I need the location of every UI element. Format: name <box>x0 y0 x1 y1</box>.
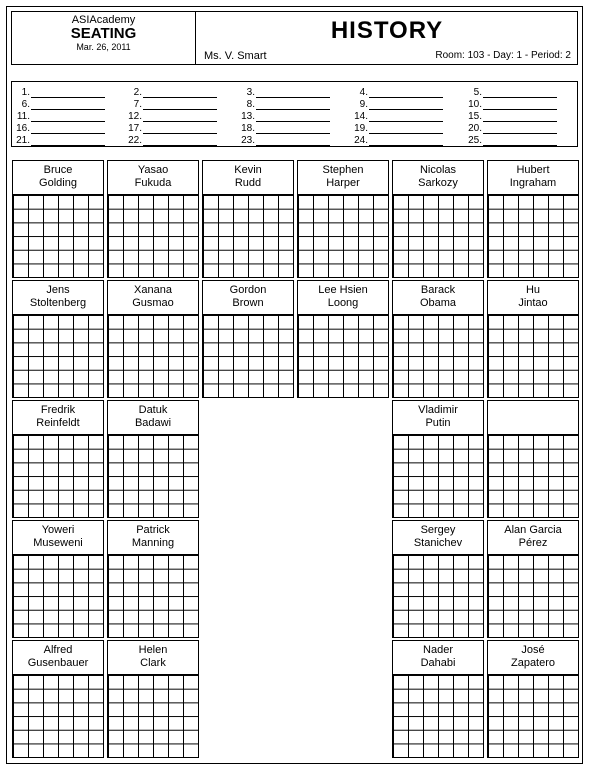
school-name: ASIAcademy <box>71 14 136 26</box>
student-first-name: Barack <box>420 284 456 296</box>
list-entry[interactable]: 8. <box>237 98 330 110</box>
list-entry[interactable]: 13. <box>237 110 330 122</box>
attendance-grid[interactable] <box>203 315 293 397</box>
student-first-name: Nicolas <box>419 164 457 176</box>
attendance-grid[interactable] <box>298 195 388 277</box>
seat-card[interactable] <box>107 520 199 638</box>
list-entry[interactable]: 19. <box>350 122 443 134</box>
list-entry[interactable]: 18. <box>237 122 330 134</box>
list-entry[interactable]: 24. <box>350 134 443 146</box>
student-first-name: Datuk <box>138 404 168 416</box>
student-first-name: Bruce <box>43 164 73 176</box>
student-last-name: Golding <box>39 177 77 189</box>
list-entry[interactable]: 4. <box>350 86 443 98</box>
student-last-name: Pérez <box>518 537 548 549</box>
student-last-name: Stoltenberg <box>29 297 87 309</box>
student-first-name: Alfred <box>43 644 73 656</box>
sheet-header <box>11 11 578 65</box>
seat-card[interactable] <box>487 280 579 398</box>
student-last-name: Stanichev <box>413 537 463 549</box>
student-last-name: Jintao <box>518 297 548 309</box>
attendance-grid[interactable] <box>488 435 578 517</box>
seat-card[interactable] <box>202 160 294 278</box>
student-first-name: Stephen <box>322 164 364 176</box>
attendance-grid[interactable] <box>488 195 578 277</box>
attendance-grid[interactable] <box>298 315 388 397</box>
student-last-name: Loong <box>327 297 359 309</box>
seat-card[interactable] <box>107 160 199 278</box>
seat-card[interactable] <box>487 160 579 278</box>
student-last-name: Putin <box>425 417 451 429</box>
teacher-name: Ms. V. Smart <box>204 50 267 62</box>
seat-card[interactable] <box>12 520 104 638</box>
student-first-name: José <box>521 644 545 656</box>
attendance-grid[interactable] <box>393 315 483 397</box>
attendance-grid[interactable] <box>393 555 483 637</box>
student-last-name: Zapatero <box>510 657 556 669</box>
attendance-grid[interactable] <box>13 555 103 637</box>
seat-card[interactable] <box>392 640 484 758</box>
student-last-name: Badawi <box>134 417 172 429</box>
seat-card[interactable] <box>107 640 199 758</box>
seat-card-empty[interactable] <box>487 400 579 518</box>
student-first-name: Vladimir <box>418 404 458 416</box>
student-first-name: Nader <box>423 644 453 656</box>
attendance-grid[interactable] <box>108 195 198 277</box>
list-entry[interactable]: 17. <box>124 122 217 134</box>
list-entry[interactable]: 14. <box>350 110 443 122</box>
attendance-grid[interactable] <box>393 195 483 277</box>
list-entry[interactable]: 6. <box>12 98 105 110</box>
attendance-grid[interactable] <box>488 555 578 637</box>
student-last-name: Reinfeldt <box>36 417 80 429</box>
room-day-period: Room: 103 - Day: 1 - Period: 2 <box>435 50 571 61</box>
attendance-grid[interactable] <box>13 675 103 757</box>
student-first-name: Gordon <box>229 284 267 296</box>
student-first-name: Patrick <box>136 524 170 536</box>
list-entry[interactable]: 3. <box>237 86 330 98</box>
seat-card[interactable] <box>487 640 579 758</box>
seat-card[interactable] <box>392 280 484 398</box>
list-entry[interactable]: 1. <box>12 86 105 98</box>
attendance-grid[interactable] <box>13 435 103 517</box>
student-last-name: Clark <box>140 657 166 669</box>
attendance-grid[interactable] <box>203 195 293 277</box>
seat-card[interactable] <box>297 160 389 278</box>
student-first-name: Jens <box>46 284 70 296</box>
student-last-name: Gusmao <box>132 297 174 309</box>
attendance-grid[interactable] <box>488 315 578 397</box>
list-entry[interactable]: 21. <box>12 134 105 146</box>
student-first-name: Yoweri <box>41 524 75 536</box>
attendance-grid[interactable] <box>393 435 483 517</box>
attendance-grid[interactable] <box>13 315 103 397</box>
seat-card[interactable] <box>202 280 294 398</box>
attendance-grid[interactable] <box>488 675 578 757</box>
seating-sheet <box>6 6 583 764</box>
list-entry[interactable]: 9. <box>350 98 443 110</box>
list-entry[interactable]: 12. <box>124 110 217 122</box>
numbered-list-box <box>11 81 578 147</box>
seat-card[interactable] <box>12 640 104 758</box>
seat-card[interactable] <box>392 400 484 518</box>
student-first-name: Alan Garcia <box>504 524 562 536</box>
seat-card[interactable] <box>487 520 579 638</box>
attendance-grid[interactable] <box>108 315 198 397</box>
student-first-name: Sergey <box>420 524 456 536</box>
seat-card[interactable] <box>107 280 199 398</box>
student-last-name: Harper <box>326 177 360 189</box>
seat-card[interactable] <box>12 400 104 518</box>
student-last-name: Sarkozy <box>418 177 458 189</box>
student-last-name: Brown <box>232 297 264 309</box>
list-entry[interactable]: 25. <box>464 134 557 146</box>
attendance-grid[interactable] <box>108 555 198 637</box>
student-last-name: Ingraham <box>509 177 557 189</box>
attendance-grid[interactable] <box>108 675 198 757</box>
student-first-name: Xanana <box>134 284 172 296</box>
list-entry[interactable]: 15. <box>464 110 557 122</box>
student-first-name: Fredrik <box>40 404 76 416</box>
student-last-name: Gusenbauer <box>27 657 89 669</box>
list-entry[interactable]: 16. <box>12 122 105 134</box>
form-title: SEATING <box>70 25 137 42</box>
seat-card[interactable] <box>297 280 389 398</box>
list-entry[interactable]: 2. <box>124 86 217 98</box>
list-entry[interactable]: 5. <box>464 86 557 98</box>
student-first-name: Kevin <box>234 164 262 176</box>
list-entry[interactable]: 10. <box>464 98 557 110</box>
seat-card[interactable] <box>12 160 104 278</box>
student-last-name: Dahabi <box>420 657 456 669</box>
student-last-name: Rudd <box>234 177 262 189</box>
list-entry[interactable]: 7. <box>124 98 217 110</box>
student-last-name: Museweni <box>33 537 83 549</box>
sheet-date: Mar. 26, 2011 <box>76 42 131 52</box>
seat-card[interactable] <box>107 400 199 518</box>
student-first-name: Hu <box>525 284 541 296</box>
subject-title: HISTORY <box>330 17 444 44</box>
student-first-name: Yasao <box>137 164 169 176</box>
attendance-grid[interactable] <box>13 195 103 277</box>
list-entry[interactable]: 23. <box>237 134 330 146</box>
student-first-name: Hubert <box>516 164 550 176</box>
student-last-name: Obama <box>419 297 457 309</box>
seat-card[interactable] <box>12 280 104 398</box>
seat-card[interactable] <box>392 160 484 278</box>
student-last-name: Fukuda <box>134 177 172 189</box>
seat-card[interactable] <box>392 520 484 638</box>
student-last-name: Manning <box>131 537 175 549</box>
attendance-grid[interactable] <box>108 435 198 517</box>
list-entry[interactable]: 22. <box>124 134 217 146</box>
header-left-box <box>12 12 196 64</box>
list-entry[interactable]: 11. <box>12 110 105 122</box>
attendance-grid[interactable] <box>393 675 483 757</box>
student-first-name: Lee Hsien <box>318 284 368 296</box>
list-entry[interactable]: 20. <box>464 122 557 134</box>
student-first-name: Helen <box>138 644 168 656</box>
